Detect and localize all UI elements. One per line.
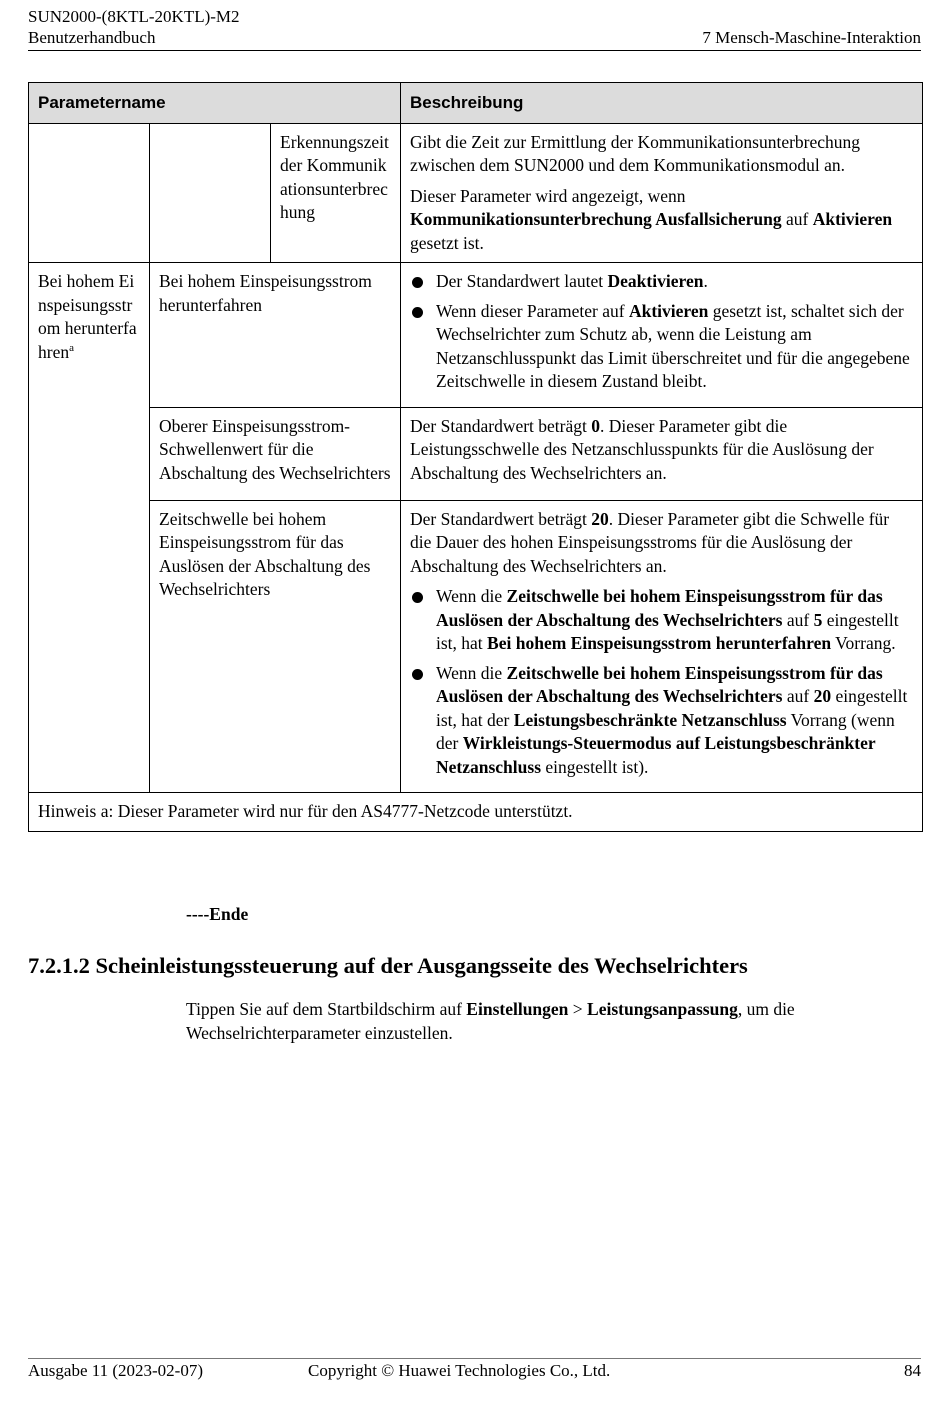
table-header-row [29,83,923,124]
value-ref: Deaktivieren [607,271,704,291]
menu-ref: Leistungsanpassung [587,999,738,1019]
text-run: eingestellt ist, hat der [436,686,908,730]
value-ref: Aktivieren [628,300,709,321]
param-desc-cell [401,500,923,793]
param-ref: Wirkleistungs-Steuermodus auf Leistungsbeschränkter Netzanschluss [436,733,876,777]
table-row [29,500,923,793]
table-row [29,123,923,263]
text-run: Wenn dieser Parameter auf [436,300,629,321]
desc-paragraph [410,185,913,256]
footer-edition: Ausgabe 11 (2023-02-07) [28,1361,203,1380]
param-ref: Kommunikationsunterbrechung Ausfallsicherung [410,209,782,229]
text-run: Wenn die [436,586,507,606]
section-paragraph [186,998,876,1045]
param-desc-cell [401,123,923,263]
text-run: Dieser Parameter wird angezeigt, wenn [410,185,686,206]
group-name: Bei hohem Einspeisungsstrom herunterfahren [38,271,137,362]
footer-copyright: Copyright © Huawei Technologies Co., Ltd. [308,1361,611,1380]
footnote-mark: a [69,341,74,354]
value-ref: 20 [591,508,609,529]
text-run: auf [782,686,814,706]
param-desc-cell [401,263,923,408]
text-run: eingestellt ist, hat [436,609,899,653]
header-product: SUN2000-(8KTL-20KTL)-M2 [28,7,240,26]
page-header [28,6,921,51]
list-item [410,585,913,656]
text-run: > [568,999,588,1019]
desc-paragraph [410,508,913,579]
col-header-parametername: Parametername [29,83,401,124]
procedure-end-marker: ----Ende [186,904,249,924]
param-ref: Leistungsbeschränkte Netzanschluss [513,709,787,730]
list-item [410,270,913,294]
value-ref: Aktivieren [812,209,893,229]
param-name-cell: Bei hohem Einspeisungsstrom herunterfahren [150,263,401,408]
text-run: Der Standardwert beträgt [410,508,592,529]
list-item [410,662,913,780]
group-name-cell [29,263,150,793]
text-run: eingestellt ist). [541,756,649,777]
empty-cell [150,123,271,263]
table-row [29,407,923,500]
bullet-list [410,585,913,779]
list-item [410,300,913,394]
text-run: , um die Wechselrichterparameter einzustellen. [186,999,795,1043]
bullet-list [410,270,913,394]
desc-paragraph: Gibt die Zeit zur Ermittlung der Kommunikationsunterbrechung zwischen dem SUN2000 und dem Kommunikationsmodul an. [410,131,861,175]
text-run: Tippen Sie auf dem Startbildschirm auf [186,999,467,1019]
col-header-beschreibung: Beschreibung [401,83,923,124]
empty-cell [29,123,150,263]
text-run: . [703,271,708,291]
text-run: Vorrang (wenn der [436,709,895,753]
param-name-cell: Zeitschwelle bei hohem Einspeisungsstrom für das Auslösen der Abschaltung des Wechselrichters [150,500,401,793]
param-ref: Zeitschwelle bei hohem Einspeisungsstrom für das Auslösen der Abschaltung des Wechselrichters [436,586,883,630]
param-desc-cell [401,407,923,500]
header-chapter: 7 Mensch-Maschine-Interaktion [702,28,921,47]
footer-page-number: 84 [904,1361,921,1380]
param-name-cell: Oberer Einspeisungsstrom-Schwellenwert für die Abschaltung des Wechselrichters [150,407,401,500]
text-run: auf [782,609,814,630]
value-ref: 20 [813,686,832,706]
page-footer [28,1358,921,1385]
value-ref: 0 [591,415,600,436]
text-run: Der Standardwert lautet [436,271,608,291]
value-ref: 5 [813,609,823,630]
param-ref: Zeitschwelle bei hohem Einspeisungsstrom für das Auslösen der Abschaltung des Wechselrichters [436,662,883,706]
section-heading: 7.2.1.2 Scheinleistungssteuerung auf der Ausgangsseite des Wechselrichters [28,953,748,978]
text-run: Der Standardwert beträgt [410,415,592,436]
menu-ref: Einstellungen [466,999,569,1019]
text-run: Wenn die [436,662,507,683]
table-row [29,263,923,408]
param-ref: Bei hohem Einspeisungsstrom herunterfahren [487,633,832,653]
text-run: gesetzt ist. [410,232,484,253]
text-run: auf [781,209,813,229]
param-name-cell: Erkennungszeit der Kommunikationsunterbrechung [271,123,401,263]
header-doc-type: Benutzerhandbuch [28,28,156,47]
parameter-table [28,82,923,832]
table-note-row [29,793,923,832]
text-run: gesetzt ist, schaltet sich der Wechselrichter zum Schutz ab, wenn die Leistung am Netzanschlusspunkt das Limit überschreitet und für die angegebene Zeitschwelle in diesem Zustand bleibt. [436,300,910,391]
text-run: Vorrang. [831,633,896,653]
table-note: Hinweis a: Dieser Parameter wird nur für den AS4777-Netzcode unterstützt. [29,793,923,832]
text-run: . Dieser Parameter gibt die Leistungsschwelle des Netzanschlusspunkts für die Auslösung der Abschaltung des Wechselrichters an. [410,415,874,483]
text-run: . Dieser Parameter gibt die Schwelle für die Dauer des hohen Einspeisungsstroms für die Auslösung der Abschaltung des Wechselrichters an. [410,508,890,576]
